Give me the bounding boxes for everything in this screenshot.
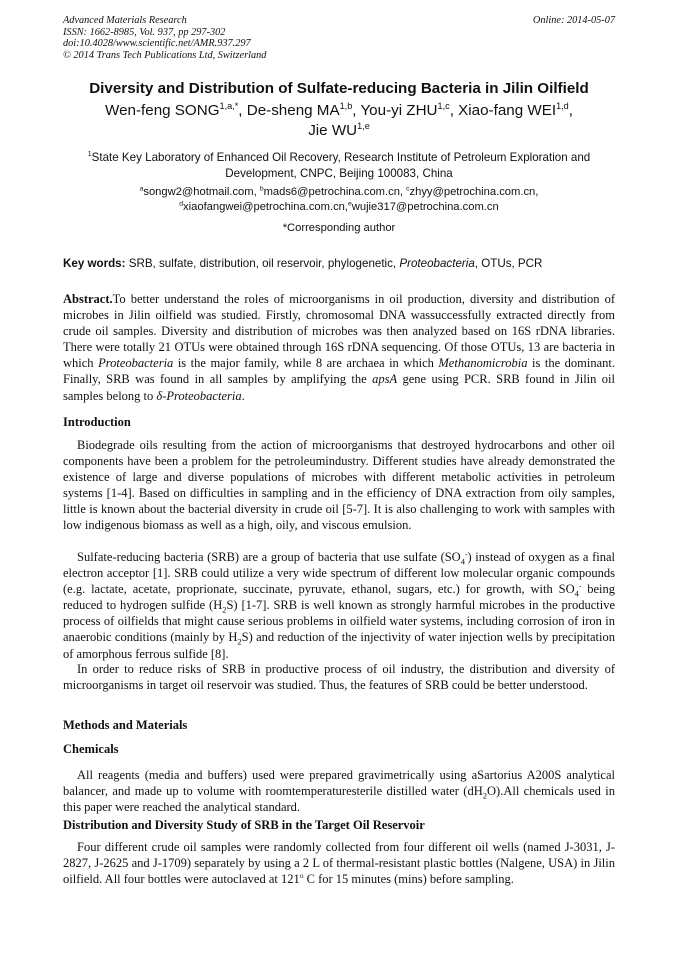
email-link[interactable]: zhyy@petrochina.com.cn,: [409, 186, 539, 198]
subsection-heading-distribution: Distribution and Diversity Study of SRB in the Target Oil Reservoir: [63, 818, 425, 832]
author-affiliation-mark: 1,d: [556, 100, 569, 111]
journal-name: Advanced Materials Research: [63, 15, 187, 26]
author-name: Wen-feng SONG: [105, 102, 220, 119]
abstract: Abstract.To better understand the roles of microorganisms in oil production, diversity and distribution of microbes in Jilin oilfield was studied. Firstly, chromosomal DNA wassuccessfully extracted directly from crude oil samples. Diversity and distribution of microbes was then analyzed based on 16S rDNA libraries. There were totally 21 OTUs were obtained through 16S rDNA sequencing. Of those OTUs, 13 are bacteria in which Proteobacteria is the major family, while 8 are archaea in which Methanomicrobia is the dominant. Finally, SRB was found in all samples by amplifying the apsA gene using PCR. SRB found in Jilin oil samples belong to δ-Proteobacteria.: [63, 292, 615, 403]
email-link[interactable]: xiaofangwei@petrochina.com.cn,: [183, 201, 349, 213]
paper-title: Diversity and Distribution of Sulfate-reducing Bacteria in Jilin Oilfield: [89, 80, 589, 97]
author-emails: $^a$songw2@hotmail.com, $^b$mads6@petrochina.com.cn, $^c$zhyy@petrochina.com.cn, $^d$xiaofangwei@petrochina.com.cn,$^e$wujie317@petrochina.com.cn: [139, 185, 539, 213]
doi-link[interactable]: doi:10.4028/www.scientific.net/AMR.937.297: [63, 38, 251, 50]
affiliation: $^1$State Key Laboratory of Enhanced Oil Recovery, Research Institute of Petroleum Exploration and Development, CNPC, Beijing 100083, China: [87, 151, 591, 180]
author-name: You-yi ZHU: [360, 102, 438, 119]
chemicals-paragraph: All reagents (media and buffers) used were prepared gravimetrically using aSartorius A200S analytical balancer, and made up to volume with roomtemperaturesterile distilled water $(dH_2O).All$ chemicals used in this paper were reached the analytical standard.: [63, 768, 615, 815]
keywords: Key words: SRB, sulfate, distribution, oil reservoir, phylogenetic, Proteobacteria, OTUs, PCR: [63, 257, 543, 270]
online-date: Online: 2014-05-07: [532, 15, 615, 26]
section-heading-introduction: Introduction: [63, 415, 131, 429]
author-affiliation-mark: 1,e: [357, 120, 370, 131]
journal-header: [63, 15, 615, 61]
email-link[interactable]: mads6@petrochina.com.cn: [263, 186, 400, 198]
intro-paragraph-2: Sulfate-reducing bacteria (SRB) are a group of bacteria that use sulfate $(SO_4^-)$ instead of oxygen as a final electron acceptor [1]. SRB could utilize a very wide spectrum of different low molecular organic compounds (e.g. lactate, acetate, proprionate, succinate, pyruvate, ethanol, sugars, etc.) for growth, with $SO_4^-$ being reduced to hydrogen sulfide $(H_2S)$ [1-7]. SRB is well known as strongly harmful microbes in the productive process of oilfields that might cause serious problems in oilfield water systems, including corrosion of iron in anaerobic conditions (mainly by $H_2S$) and reduction of the injectivity of water injection wells by precipitation of amorphous ferrous sulfide [8].: [63, 548, 616, 661]
author-affiliation-mark: 1,c: [437, 100, 450, 111]
author-affiliation-mark: 1,a,*: [219, 100, 239, 111]
author-name: De-sheng MA: [246, 102, 340, 119]
email-link[interactable]: songw2@hotmail.com: [143, 186, 254, 198]
copyright-line: © 2014 Trans Tech Publications Ltd, Switzerland: [63, 49, 267, 61]
corresponding-author-note: *Corresponding author: [282, 222, 396, 234]
section-heading-methods: Methods and Materials: [63, 718, 188, 732]
intro-paragraph-1: Biodegrade oils resulting from the action of microorganisms that destroyed hydrocarbons and other oil components have been a problem for the petroleumindustry. Different studies have already demonstrated the existence of large and diverse populations of microbes with different metabolic activities in petroleum systems [1-4]. Based on difficulties in sampling and in the efficiency of DNA extraction from oily samples, little is known about the bacterial diversity in crude oil [5-7]. It is also challenging to work with samples with low indigenous biomass as well as a high, oily, and viscous emulsion.: [63, 438, 615, 533]
distribution-paragraph: Four different crude oil samples were randomly collected from four different oil wells (named J-3031, J-2827, J-2625 and J-1709) separately by using a 2 L of thermal-resistant plastic bottles (Nalgene, USA) in Jilin oilfield. All four bottles were autoclaved at 121$^o$ C for 15 minutes (mins) before sampling.: [63, 840, 615, 887]
author-name: Xiao-fang WEI: [458, 102, 557, 119]
issn-line: ISSN: 1662-8985, Vol. 937, pp 297-302: [63, 26, 226, 38]
author-list: Wen-feng $SONG^{1,a,*}$, De-sheng MA$^{1,b}$, You-yi ZHU$^{1,c}$, Xiao-fang WEI$^{1,d}$, Jie WU$^{1,e}$: [105, 100, 573, 139]
abstract-label: Abstract.: [63, 292, 113, 306]
email-link[interactable]: wujie317@petrochina.com.cn: [351, 201, 499, 213]
intro-paragraph-3: In order to reduce risks of SRB in productive process of oil industry, the distribution and diversity of microorganisms in target oil reservoir was studied. Thus, the features of SRB could be better understood.: [63, 662, 615, 693]
subsection-heading-chemicals: Chemicals: [63, 742, 119, 756]
keywords-label: Key words:: [63, 257, 126, 270]
author-affiliation-mark: 1,b: [339, 100, 353, 111]
author-name: Jie WU: [308, 122, 358, 139]
